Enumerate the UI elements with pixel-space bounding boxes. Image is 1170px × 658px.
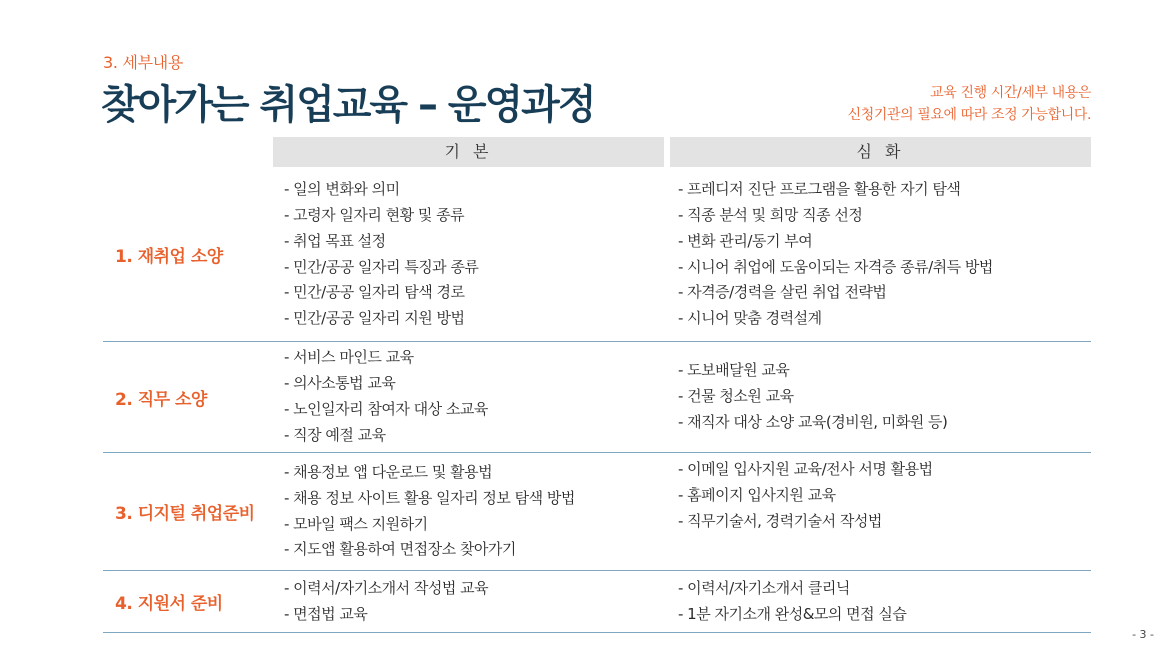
table-row <box>103 168 1091 342</box>
list-item: - 시니어 맞춤 경력설계 <box>678 309 822 328</box>
advanced-cell <box>678 342 1091 452</box>
page-title: 찾아가는 취업교육 – 운영과정 <box>101 82 595 128</box>
list-item: - 의사소통법 교육 <box>284 374 396 393</box>
row-title: 4. 지원서 준비 <box>115 594 223 614</box>
list-item: - 채용 정보 사이트 활용 일자리 정보 탐색 방법 <box>284 488 575 507</box>
table-row <box>103 342 1091 453</box>
row-title: 3. 디지털 취업준비 <box>115 504 255 524</box>
note-line: 신청기관의 필요에 따라 조정 가능합니다. <box>847 107 1091 123</box>
list-item: - 민간/공공 일자리 특징과 종류 <box>284 257 479 276</box>
section-label: 3. 세부내용 <box>103 53 184 72</box>
basic-cell <box>284 571 669 632</box>
note-line: 교육 진행 시간/세부 내용은 <box>930 85 1091 101</box>
list-item: - 재직자 대상 소양 교육(경비원, 미화원 등) <box>678 412 948 431</box>
basic-cell <box>284 342 669 452</box>
list-item: - 자격증/경력을 살린 취업 전략법 <box>678 283 887 302</box>
list-item: - 1분 자기소개 완성&모의 면접 실습 <box>678 604 907 623</box>
list-item: - 변화 관리/동기 부여 <box>678 231 813 250</box>
column-header-basic: 기 본 <box>273 137 664 167</box>
page-number: - 3 - <box>1132 628 1154 641</box>
list-item: - 도보배달원 교육 <box>678 361 790 380</box>
row-title: 2. 직무 소양 <box>115 389 207 410</box>
list-item: - 서비스 마인드 교육 <box>284 348 414 367</box>
list-item: - 프레디저 진단 프로그램을 활용한 자기 탐색 <box>678 180 961 199</box>
column-header-advanced: 심 화 <box>670 137 1091 167</box>
list-item: - 건물 청소원 교육 <box>678 387 794 406</box>
list-item: - 홈페이지 입사지원 교육 <box>678 485 836 504</box>
basic-cell <box>284 168 669 341</box>
list-item: - 이메일 입사지원 교육/전사 서명 활용법 <box>678 460 933 478</box>
row-title: 1. 재취업 소양 <box>115 247 223 267</box>
advanced-cell <box>678 168 1091 341</box>
advanced-cell <box>678 453 1091 570</box>
list-item: - 민간/공공 일자리 탐색 경로 <box>284 283 465 302</box>
basic-cell <box>284 453 669 570</box>
list-item: - 면접법 교육 <box>284 604 368 623</box>
note <box>848 82 1091 126</box>
list-item: - 직무기술서, 경력기술서 작성법 <box>678 511 882 530</box>
list-item: - 일의 변화와 의미 <box>284 180 400 199</box>
list-item: - 고령자 일자리 현황 및 종류 <box>284 205 465 224</box>
advanced-cell <box>678 571 1091 632</box>
list-item: - 민간/공공 일자리 지원 방법 <box>284 309 465 328</box>
list-item: - 시니어 취업에 도움이되는 자격증 종류/취득 방법 <box>678 257 993 276</box>
list-item: - 직장 예절 교육 <box>284 425 386 444</box>
list-item: - 지도앱 활용하여 면접장소 찾아가기 <box>284 540 516 559</box>
list-item: - 채용정보 앱 다운로드 및 활용법 <box>284 462 493 481</box>
table-row <box>103 453 1091 571</box>
list-item: - 이력서/자기소개서 클리닉 <box>678 578 850 597</box>
list-item: - 모바일 팩스 지원하기 <box>284 514 428 533</box>
table-row <box>103 571 1091 633</box>
list-item: - 노인일자리 참여자 대상 소교육 <box>284 400 488 418</box>
list-item: - 이력서/자기소개서 작성법 교육 <box>284 578 489 597</box>
list-item: - 직종 분석 및 희망 직종 선정 <box>678 205 863 224</box>
list-item: - 취업 목표 설정 <box>284 231 386 250</box>
